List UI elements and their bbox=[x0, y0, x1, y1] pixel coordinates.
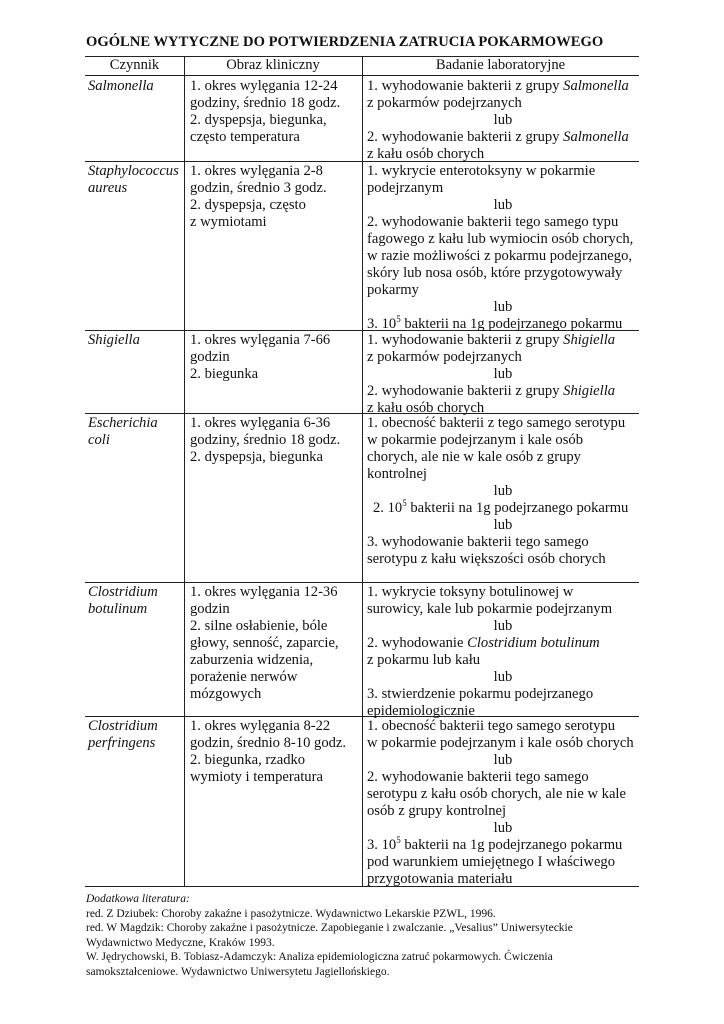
lab-line: przygotowania materiału bbox=[367, 871, 513, 887]
lab-line: epidemiologicznie bbox=[367, 703, 475, 719]
column-separator bbox=[362, 56, 363, 886]
lab-line: z kału osób chorych bbox=[367, 146, 485, 162]
clinical-line: 1. okres wylęgania 6-36 bbox=[190, 415, 331, 431]
clinical-line: 1. okres wylęgania 12-36 bbox=[190, 584, 338, 600]
lab-line: z kału osób chorych bbox=[367, 400, 485, 416]
table-row-agent bbox=[88, 718, 183, 752]
clinical-line: mózgowych bbox=[190, 686, 262, 702]
lab-line: 1. obecność bakterii z tego samego serotypu bbox=[367, 415, 626, 431]
agent-name: botulinum bbox=[88, 601, 148, 617]
table-row-lab bbox=[367, 78, 639, 163]
lab-line: z pokarmu lub kału bbox=[367, 652, 481, 668]
lab-line: serotypu z kału większości osób chorych bbox=[367, 551, 606, 567]
lab-line: 1. wyhodowanie bakterii z grupy Shigiella bbox=[367, 332, 616, 348]
clinical-line: z wymiotami bbox=[190, 214, 267, 230]
clinical-line: wymioty i temperatura bbox=[190, 769, 323, 785]
table-row-clinical bbox=[190, 584, 360, 703]
lab-line: kontrolnej bbox=[367, 466, 427, 482]
agent-name: Shigiella bbox=[88, 332, 140, 348]
clinical-line: 2. dyspepsja, biegunka, bbox=[190, 112, 327, 128]
clinical-line: godzin bbox=[190, 601, 230, 617]
lab-line: surowicy, kale lub pokarmie podejrzanym bbox=[367, 601, 613, 617]
table-row-clinical bbox=[190, 332, 360, 383]
references bbox=[86, 892, 646, 979]
lab-line: serotypu z kału osób chorych, ale nie w kale bbox=[367, 786, 626, 802]
table-row-clinical bbox=[190, 78, 360, 146]
reference-line: red. W Magdzik: Choroby zakaźne i pasożytnicze. Zapobieganie i zwalczanie. „Vesalius” Uniwersyteckie bbox=[86, 922, 573, 934]
table-row-lab bbox=[367, 415, 639, 568]
clinical-line: godzin bbox=[190, 349, 230, 365]
clinical-line: 2. dyspepsja, często bbox=[190, 197, 306, 213]
header-lab: Badanie laboratoryjne bbox=[435, 57, 566, 73]
lab-line: 1. obecność bakterii tego samego serotypu bbox=[367, 718, 616, 734]
reference-line: samokształceniowe. Wydawnictwo Uniwersytetu Jagiellońskiego. bbox=[86, 965, 390, 978]
agent-name: Escherichia bbox=[88, 415, 158, 431]
lab-line: 1. wykrycie enterotoksyny w pokarmie bbox=[367, 163, 596, 179]
table-row-agent bbox=[88, 584, 183, 618]
reference-line: Wydawnictwo Medyczne, Kraków 1993. bbox=[86, 936, 275, 949]
lab-or: lub bbox=[493, 752, 513, 768]
lab-line: 2. wyhodowanie bakterii tego samego typu bbox=[367, 214, 619, 230]
lab-line: chorych, ale nie w kale osób z grupy bbox=[367, 449, 581, 465]
header-clinical: Obraz kliniczny bbox=[226, 57, 320, 73]
agent-name: aureus bbox=[88, 180, 128, 196]
lab-line: pod warunkiem umiejętnego I właściwego bbox=[367, 854, 616, 870]
agent-name: Staphylococcus bbox=[88, 163, 179, 179]
lab-or: lub bbox=[493, 820, 513, 836]
lab-line: 1. wykrycie toksyny botulinowej w bbox=[367, 584, 574, 600]
table-row-agent bbox=[88, 332, 183, 349]
lab-line: 2. wyhodowanie bakterii z grupy Salmonella bbox=[367, 129, 629, 145]
table-row-lab bbox=[367, 332, 639, 417]
lab-line: w pokarmie podejrzanym i kale osób chorych bbox=[367, 735, 634, 751]
table-row-lab bbox=[367, 163, 639, 333]
references-heading: Dodatkowa literatura: bbox=[86, 893, 190, 905]
clinical-line: głowy, senność, zaparcie, bbox=[190, 635, 339, 651]
lab-or: lub bbox=[493, 618, 513, 634]
agent-name: Salmonella bbox=[88, 78, 154, 94]
clinical-line: 1. okres wylęgania 8-22 bbox=[190, 718, 331, 734]
lab-line: 2. wyhodowanie bakterii tego samego bbox=[367, 769, 589, 785]
clinical-line: często temperatura bbox=[190, 129, 300, 145]
table-row-lab bbox=[367, 718, 639, 888]
lab-line: skóry lub nosa osób, które przygotowywały bbox=[367, 265, 623, 281]
table-row-agent bbox=[88, 163, 183, 197]
clinical-line: godziny, średnio 18 godz. bbox=[190, 432, 341, 448]
lab-line: osób z grupy kontrolnej bbox=[367, 803, 507, 819]
table-row-agent bbox=[88, 78, 183, 95]
table-row-lab bbox=[367, 584, 639, 720]
lab-line: w razie możliwości z pokarmu podejrzanego, bbox=[367, 248, 633, 264]
lab-or: lub bbox=[493, 197, 513, 213]
clinical-line: godzin, średnio 3 godz. bbox=[190, 180, 327, 196]
table-row-clinical bbox=[190, 163, 360, 231]
document-title: OGÓLNE WYTYCZNE DO POTWIERDZENIA ZATRUCIA POKARMOWEGO bbox=[86, 34, 604, 50]
clinical-line: zaburzenia widzenia, bbox=[190, 652, 314, 668]
lab-line: 1. wyhodowanie bakterii z grupy Salmonella bbox=[367, 78, 629, 94]
clinical-line: godziny, średnio 18 godz. bbox=[190, 95, 341, 111]
lab-or: lub bbox=[493, 112, 513, 128]
table-row-clinical bbox=[190, 718, 360, 786]
clinical-line: godzin, średnio 8-10 godz. bbox=[190, 735, 347, 751]
agent-name: Clostridium bbox=[88, 718, 158, 734]
lab-line: w pokarmie podejrzanym i kale osób bbox=[367, 432, 584, 448]
lab-line: 3. $10^5$ bakterii na 1g podejrzanego pokarmu bbox=[367, 314, 623, 332]
reference-line: red. Z Dziubek: Choroby zakaźne i pasożytnicze. Wydawnictwo Lekarskie PZWL, 1996. bbox=[86, 907, 496, 920]
lab-or: lub bbox=[493, 669, 513, 685]
clinical-line: 1. okres wylęgania 7-66 bbox=[190, 332, 331, 348]
lab-line: podejrzanym bbox=[367, 180, 444, 196]
lab-line: 2. wyhodowanie bakterii z grupy Shigiella bbox=[367, 383, 616, 399]
lab-line: 3. wyhodowanie bakterii tego samego bbox=[367, 534, 589, 550]
lab-line: 2. wyhodowanie Clostridium botulinum bbox=[367, 635, 600, 651]
lab-line: fagowego z kału lub wymiocin osób chorych, bbox=[367, 231, 634, 247]
lab-line: z pokarmów podejrzanych bbox=[367, 95, 522, 111]
reference-line: W. Jędrychowski, B. Tobiasz-Adamczyk: Analiza epidemiologiczna zatruć pokarmowych. Ćwiczenia bbox=[86, 951, 553, 963]
lab-or: lub bbox=[493, 366, 513, 382]
table-row-agent bbox=[88, 415, 183, 449]
agent-name: Clostridium bbox=[88, 584, 158, 600]
clinical-line: 2. silne osłabienie, bóle bbox=[190, 618, 328, 634]
lab-line: 3. $10^5$ bakterii na 1g podejrzanego pokarmu bbox=[367, 835, 623, 853]
column-separator bbox=[184, 56, 185, 886]
lab-line: z pokarmów podejrzanych bbox=[367, 349, 522, 365]
lab-line: 2. $10^5$ bakterii na 1g podejrzanego pokarmu bbox=[373, 498, 629, 516]
clinical-line: 2. biegunka bbox=[190, 366, 259, 382]
clinical-line: 1. okres wylęgania 2-8 bbox=[190, 163, 323, 179]
lab-or: lub bbox=[493, 483, 513, 499]
table-row-clinical bbox=[190, 415, 360, 466]
lab-or: lub bbox=[493, 517, 513, 533]
lab-line: pokarmy bbox=[367, 282, 419, 298]
clinical-line: 2. biegunka, rzadko bbox=[190, 752, 306, 768]
header-agent: Czynnik bbox=[109, 57, 160, 73]
lab-or: lub bbox=[493, 299, 513, 315]
clinical-line: 2. dyspepsja, biegunka bbox=[190, 449, 323, 465]
lab-line: 3. stwierdzenie pokarmu podejrzanego bbox=[367, 686, 594, 702]
agent-name: perfringens bbox=[88, 735, 156, 751]
clinical-line: porażenie nerwów bbox=[190, 669, 298, 685]
agent-name: coli bbox=[88, 432, 110, 448]
clinical-line: 1. okres wylęgania 12-24 bbox=[190, 78, 338, 94]
